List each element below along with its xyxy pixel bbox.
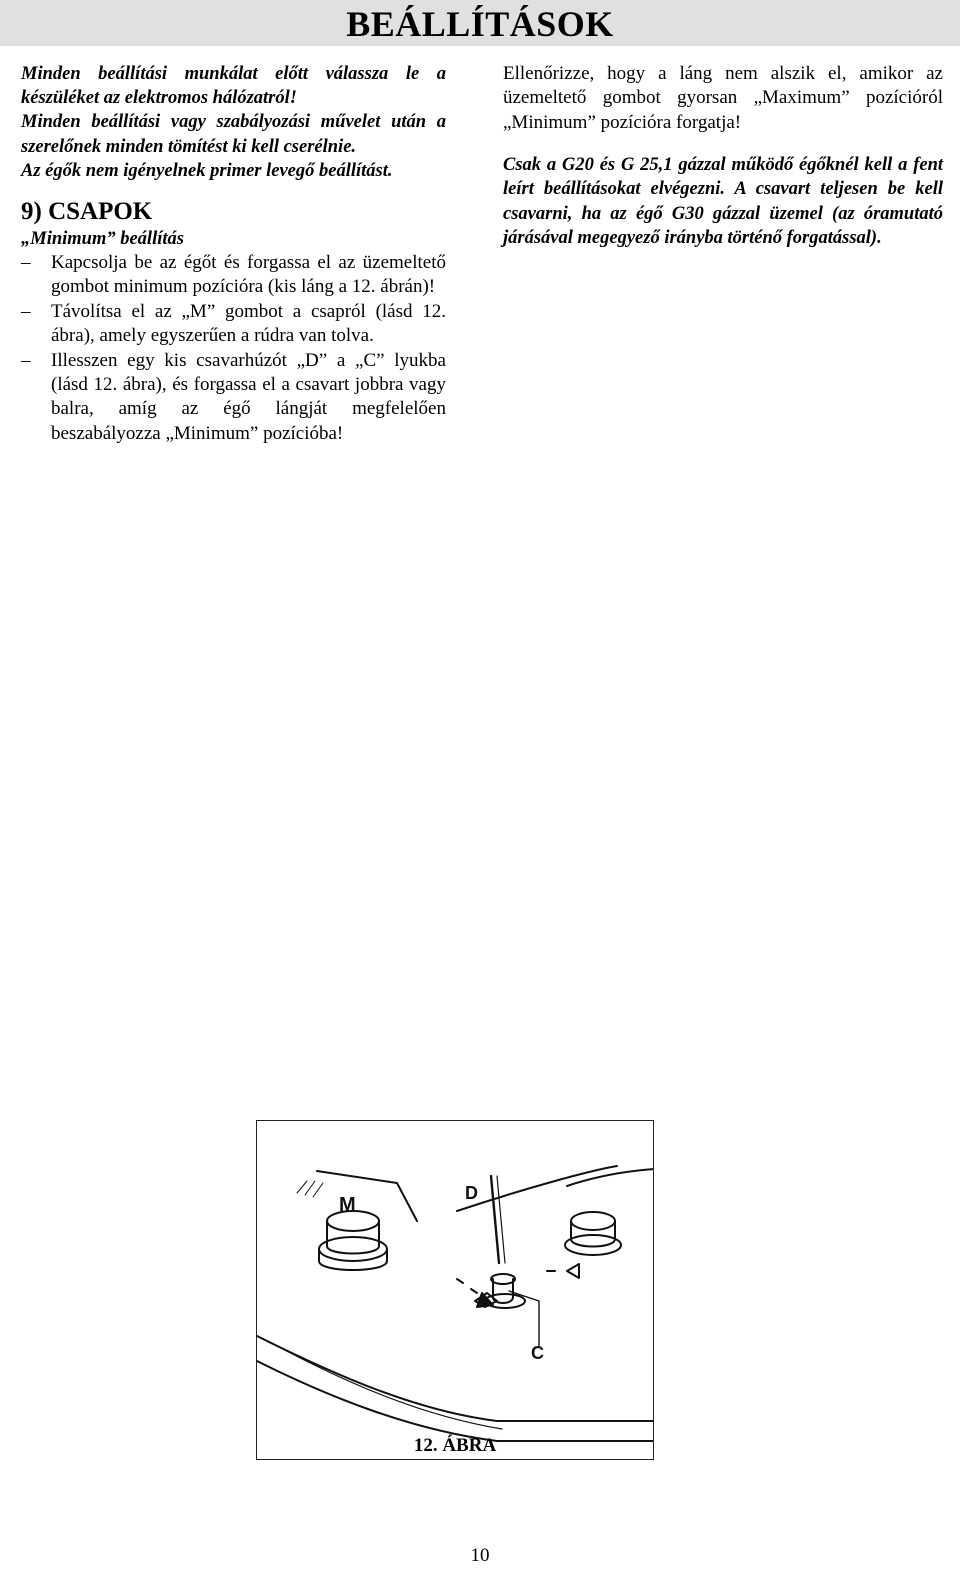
list-item — [21, 349, 446, 447]
dash-bullet: – — [21, 300, 31, 322]
figure-12 — [256, 1120, 654, 1460]
dash-bullet: – — [21, 252, 31, 274]
page-title: BEÁLLÍTÁSOK — [346, 4, 614, 44]
intro-warning-disconnect: Minden beállítási munkálat előtt válassza le a készüléket az elektromos hálózatról! — [21, 64, 446, 109]
gas-note: Csak a G20 és G 25,1 gázzal működő égőknél kell a fent leírt beállításokat elvégezni. A csavart teljesen be kell csavarni, ha az égő G30 gázzal üzemel (az óramutató járásával megegyező irányba történő forgatással). — [503, 155, 943, 248]
right-column — [503, 62, 943, 250]
figure-label-m: M — [339, 1194, 356, 1216]
step-text: Távolítsa el az „M” gombot a csapról (lásd 12. ábra), amely egyszerűen a rúdra van tolva. — [51, 300, 446, 347]
figure-label-c: C — [531, 1343, 544, 1363]
list-item — [21, 251, 446, 300]
step-text: Illesszen egy kis csavarhúzót „D” a „C” lyukba (lásd 12. ábra), és forgassa el a csavart jobbra vagy balra, amíg az égő lángját megfelelően beszabályozza „Minimum” pozícióba! — [51, 349, 446, 444]
intro-warning-seals: Minden beállítási vagy szabályozási művelet után a szerelőnek minden tömítést ki kell cserélnie. — [21, 112, 446, 157]
intro-note-primary-air: Az égők nem igényelnek primer levegő beállítást. — [21, 160, 393, 181]
list-item — [21, 300, 446, 349]
subsection-title: „Minimum” beállítás — [21, 229, 184, 250]
figure-caption: 12. ÁBRA — [413, 1435, 497, 1456]
left-column — [21, 62, 446, 446]
steps-list — [21, 251, 446, 446]
check-text: Ellenőrizze, hogy a láng nem alszik el, amikor az üzemeltető gombot gyorsan „Maximum” pozícióról „Minimum” pozícióra forgatja! — [503, 63, 943, 133]
section-title: 9) CSAPOK — [21, 198, 153, 226]
burner-tap-illustration — [257, 1121, 654, 1460]
figure-label-d: D — [465, 1183, 478, 1203]
page-number: 10 — [470, 1545, 490, 1566]
step-text: Kapcsolja be az égőt és forgassa el az üzemeltető gombot minimum pozícióra (kis láng a 12. ábrán)! — [51, 252, 446, 298]
dash-bullet: – — [21, 349, 31, 371]
